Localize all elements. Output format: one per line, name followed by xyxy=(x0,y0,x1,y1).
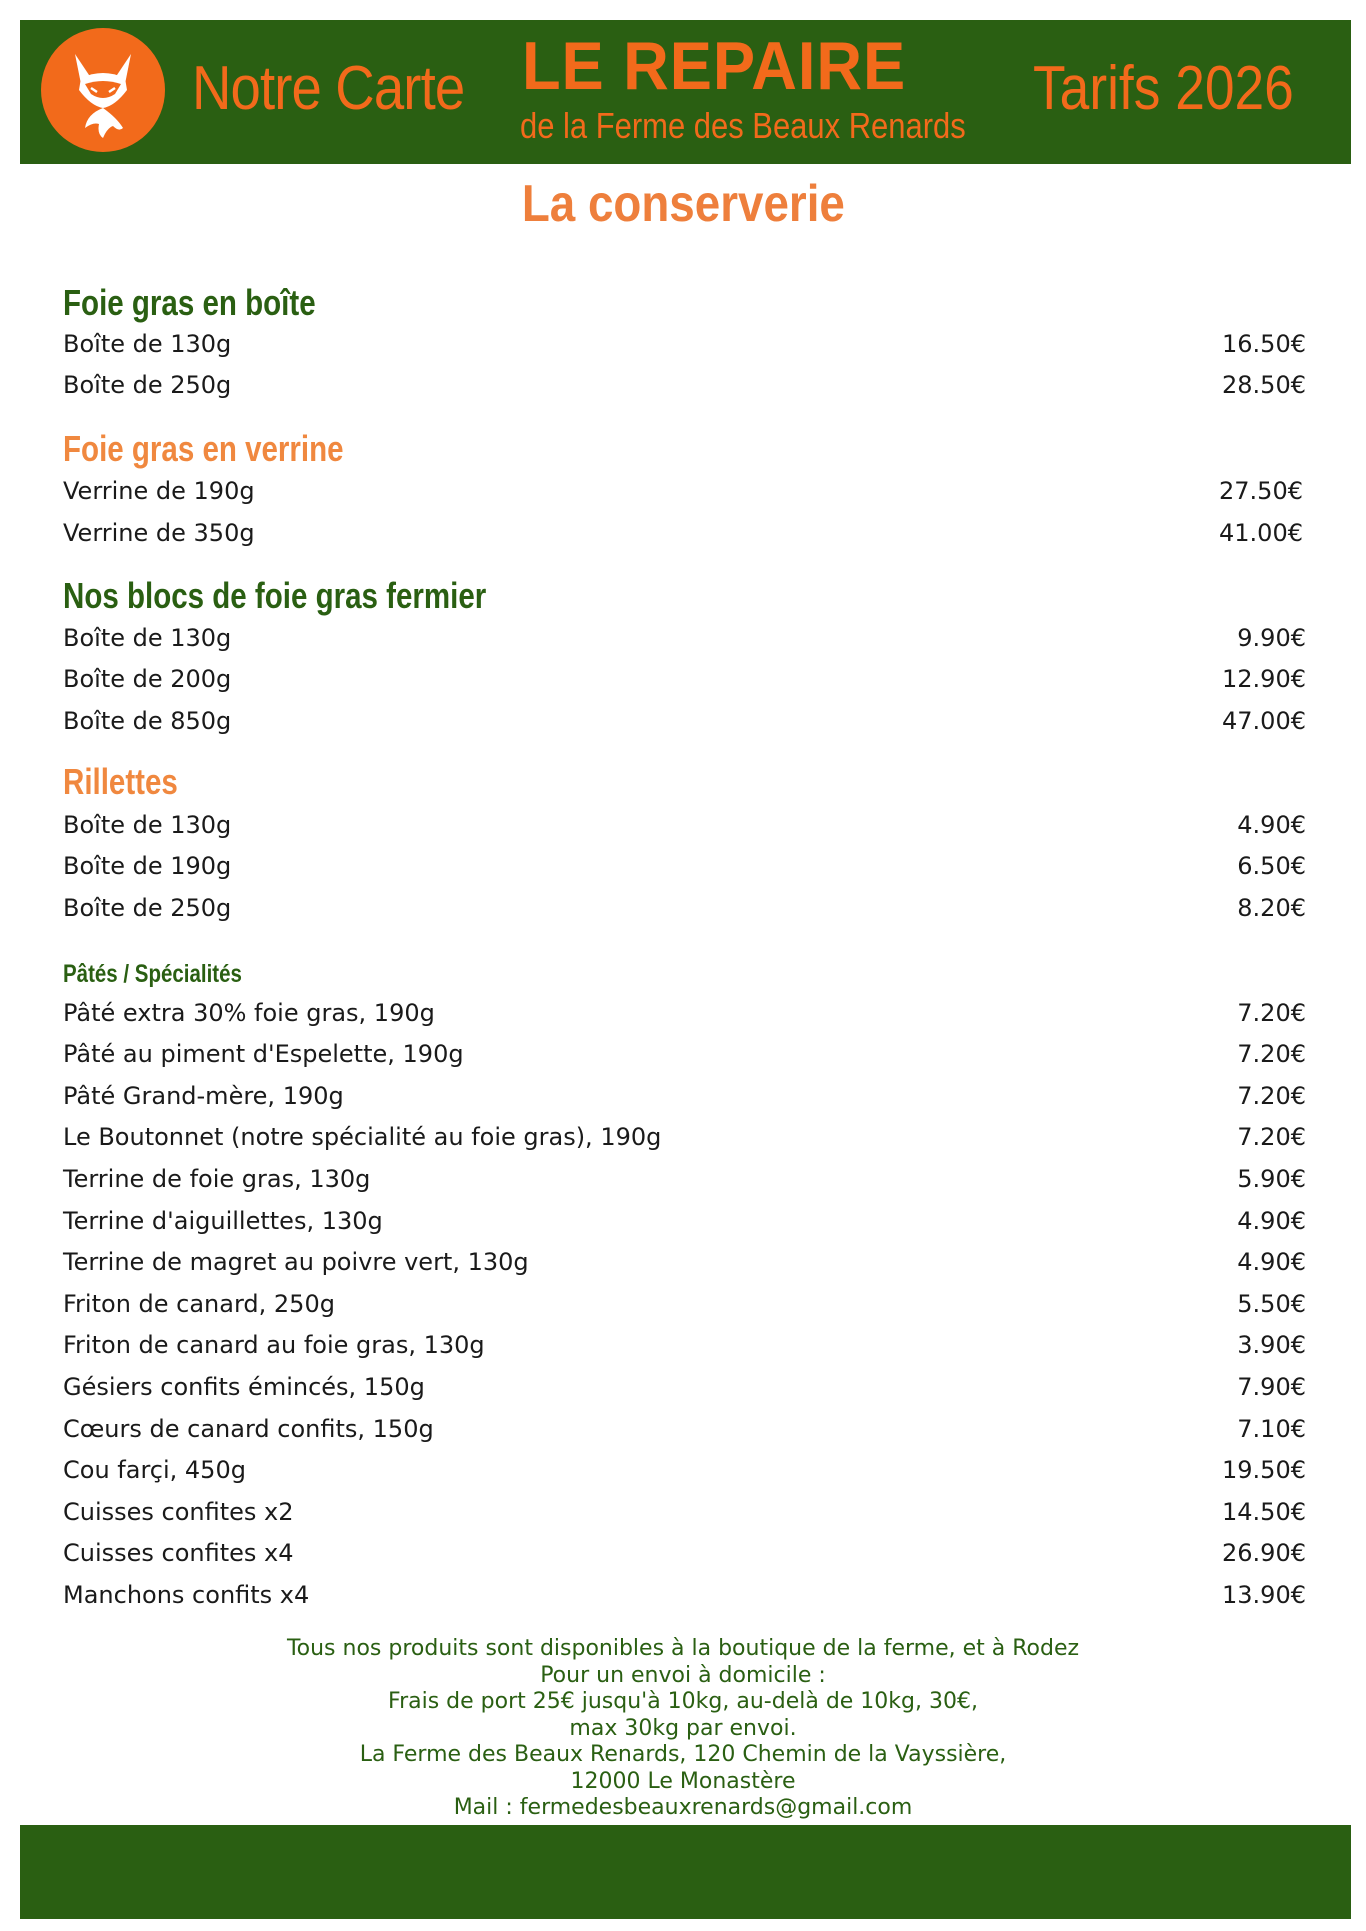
menu-row xyxy=(63,327,1306,361)
section-title-foie-gras-verrine: Foie gras en verrine xyxy=(63,428,344,469)
item-price: 26.90€ xyxy=(1222,1539,1306,1567)
item-price: 9.90€ xyxy=(1237,624,1306,652)
fox-icon xyxy=(41,28,165,152)
item-price: 7.20€ xyxy=(1237,1040,1306,1068)
item-price: 7.20€ xyxy=(1237,999,1306,1027)
footer-banner xyxy=(20,1825,1351,1919)
item-name: Terrine de foie gras, 130g xyxy=(63,1165,371,1193)
item-price: 16.50€ xyxy=(1222,330,1306,358)
item-price: 47.00€ xyxy=(1222,707,1306,735)
menu-row xyxy=(63,849,1306,883)
item-name: Boîte de 190g xyxy=(63,852,232,880)
footer-line: max 30kg par envoi. xyxy=(569,1715,797,1741)
item-name: Pâté au piment d'Espelette, 190g xyxy=(63,1040,464,1068)
item-price: 4.90€ xyxy=(1237,811,1306,839)
footer-email: Mail : fermedesbeauxrenards@gmail.com xyxy=(453,1795,913,1820)
footer-line: Frais de port 25€ jusqu'à 10kg, au-delà de 10kg, 30€, xyxy=(388,1689,978,1714)
item-price: 41.00€ xyxy=(1219,519,1303,547)
footer-info xyxy=(0,1636,1366,1822)
item-name: Manchons confits x4 xyxy=(63,1581,310,1609)
menu-row xyxy=(63,704,1306,738)
item-name: Cuisses confites x2 xyxy=(63,1498,294,1526)
item-name: Terrine d'aiguillettes, 130g xyxy=(63,1207,383,1235)
section-title-pates-specialites: Pâtés / Spécialités xyxy=(63,960,242,988)
item-name: Boîte de 130g xyxy=(63,330,232,358)
menu-row xyxy=(63,474,1303,508)
menu-row xyxy=(63,621,1306,655)
item-name: Gésiers confits émincés, 150g xyxy=(63,1373,425,1401)
page-title: La conserverie xyxy=(521,175,845,233)
menu-row xyxy=(63,1204,1306,1238)
item-price: 7.20€ xyxy=(1237,1082,1306,1110)
item-name: Cuisses confites x4 xyxy=(63,1539,294,1567)
section-title-blocs-foie-gras: Nos blocs de foie gras fermier xyxy=(63,575,487,616)
item-price: 5.90€ xyxy=(1237,1165,1306,1193)
fox-logo xyxy=(41,28,165,152)
item-price: 8.20€ xyxy=(1237,894,1306,922)
menu-row xyxy=(63,1495,1306,1529)
item-name: Friton de canard au foie gras, 130g xyxy=(63,1331,485,1359)
item-name: Friton de canard, 250g xyxy=(63,1290,335,1318)
item-name: Pâté Grand-mère, 190g xyxy=(63,1082,344,1110)
item-name: Cœurs de canard confits, 150g xyxy=(63,1415,434,1443)
menu-row xyxy=(63,1037,1306,1071)
item-name: Le Boutonnet (notre spécialité au foie gras), 190g xyxy=(63,1123,662,1151)
item-name: Cou farçi, 450g xyxy=(63,1456,246,1484)
header-left-title: Notre Carte xyxy=(192,54,465,123)
menu-row xyxy=(63,1412,1306,1446)
brand-name: LE REPAIRE xyxy=(522,28,907,104)
menu-row xyxy=(63,1120,1306,1154)
menu-row xyxy=(63,1162,1306,1196)
item-name: Boîte de 250g xyxy=(63,371,232,399)
footer-line: Tous nos produits sont disponibles à la boutique de la ferme, et à Rodez xyxy=(286,1636,1080,1661)
menu-row xyxy=(63,1536,1306,1570)
item-name: Boîte de 850g xyxy=(63,707,232,735)
item-price: 5.50€ xyxy=(1237,1290,1306,1318)
section-title-rillettes: Rillettes xyxy=(63,761,178,802)
item-name: Verrine de 190g xyxy=(63,477,255,505)
item-price: 27.50€ xyxy=(1219,477,1303,505)
item-price: 7.10€ xyxy=(1237,1415,1306,1443)
menu-row xyxy=(63,1578,1306,1612)
menu-row xyxy=(63,891,1306,925)
menu-row xyxy=(63,1453,1306,1487)
menu-row xyxy=(63,1328,1306,1362)
item-name: Terrine de magret au poivre vert, 130g xyxy=(63,1248,529,1276)
section-title-foie-gras-boite: Foie gras en boîte xyxy=(63,282,316,323)
item-name: Boîte de 200g xyxy=(63,665,232,693)
item-name: Pâté extra 30% foie gras, 190g xyxy=(63,999,435,1027)
item-name: Boîte de 250g xyxy=(63,894,232,922)
item-price: 28.50€ xyxy=(1222,371,1306,399)
item-price: 4.90€ xyxy=(1237,1248,1306,1276)
item-name: Boîte de 130g xyxy=(63,811,232,839)
item-price: 14.50€ xyxy=(1222,1498,1306,1526)
footer-line: 12000 Le Monastère xyxy=(570,1768,796,1794)
menu-row xyxy=(63,1287,1306,1321)
header-banner xyxy=(20,20,1351,164)
footer-line: Pour un envoi à domicile : xyxy=(540,1662,826,1688)
menu-row xyxy=(63,1079,1306,1113)
menu-row xyxy=(63,1370,1306,1404)
item-name: Verrine de 350g xyxy=(63,519,255,547)
menu-row xyxy=(63,996,1306,1030)
menu-row xyxy=(63,662,1306,696)
menu-row xyxy=(63,368,1306,402)
brand-subtitle: de la Ferme des Beaux Renards xyxy=(520,105,966,146)
menu-row xyxy=(63,808,1306,842)
header-right-title: Tarifs 2026 xyxy=(1033,54,1294,123)
menu-row xyxy=(63,1245,1306,1279)
item-price: 7.20€ xyxy=(1237,1123,1306,1151)
item-price: 6.50€ xyxy=(1237,852,1306,880)
item-price: 19.50€ xyxy=(1222,1456,1306,1484)
item-price: 7.90€ xyxy=(1237,1373,1306,1401)
item-price: 4.90€ xyxy=(1237,1207,1306,1235)
item-price: 12.90€ xyxy=(1222,665,1306,693)
item-name: Boîte de 130g xyxy=(63,624,232,652)
menu-row xyxy=(63,516,1303,550)
item-price: 3.90€ xyxy=(1237,1331,1306,1359)
footer-line: La Ferme des Beaux Renards, 120 Chemin de la Vayssière, xyxy=(359,1742,1007,1767)
item-price: 13.90€ xyxy=(1222,1581,1306,1609)
